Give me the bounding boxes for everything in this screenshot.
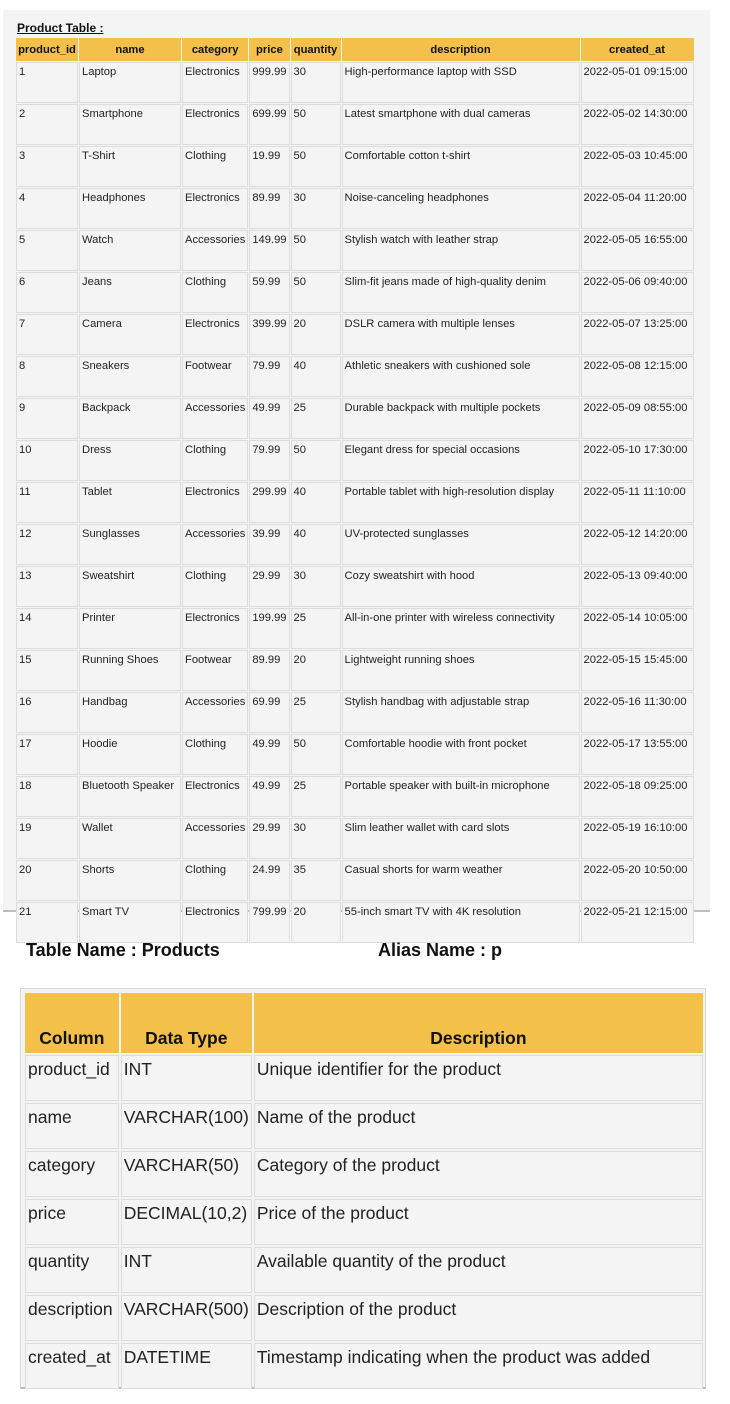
product-table-cell: Clothing	[182, 734, 248, 775]
schema-table-name: Table Name : Products	[26, 940, 220, 960]
product-table-cell: 2022-05-01 09:15:00	[581, 62, 694, 103]
product-table-cell: Noise-canceling headphones	[342, 188, 580, 229]
schema-table-cell: Available quantity of the product	[254, 1247, 703, 1293]
product-table-header-price: price	[249, 38, 289, 61]
product-table-cell: 699.99	[249, 104, 289, 145]
product-table-cell: Jeans	[79, 272, 181, 313]
product-table-cell: 25	[291, 608, 341, 649]
product-table-cell: 21	[16, 902, 78, 943]
product-table-cell: All-in-one printer with wireless connectivity	[342, 608, 580, 649]
product-table-cell: Laptop	[79, 62, 181, 103]
schema-table	[23, 991, 705, 1391]
product-table-cell: 2022-05-04 11:20:00	[581, 188, 694, 229]
product-table-row	[16, 188, 694, 229]
product-table-cell: 8	[16, 356, 78, 397]
schema-table-row	[25, 1103, 703, 1149]
product-table-cell: Accessories	[182, 818, 248, 859]
product-table-panel	[3, 10, 710, 918]
schema-table-header-description: Description	[254, 993, 703, 1053]
product-table-cell: Sneakers	[79, 356, 181, 397]
product-table-cell: Electronics	[182, 188, 248, 229]
product-table-cell: 89.99	[249, 188, 289, 229]
product-table-cell: Elegant dress for special occasions	[342, 440, 580, 481]
schema-table-cell: category	[25, 1151, 119, 1197]
product-table-cell: 2022-05-14 10:05:00	[581, 608, 694, 649]
product-table-row	[16, 608, 694, 649]
schema-table-cell: VARCHAR(500)	[121, 1295, 252, 1341]
product-table-cell: 12	[16, 524, 78, 565]
product-table-cell: 49.99	[249, 776, 289, 817]
product-table-cell: 10	[16, 440, 78, 481]
product-table-cell: 25	[291, 692, 341, 733]
product-table-cell: Smart TV	[79, 902, 181, 943]
product-table-cell: 2022-05-17 13:55:00	[581, 734, 694, 775]
product-table-cell: 2022-05-05 16:55:00	[581, 230, 694, 271]
product-table-row	[16, 314, 694, 355]
product-table-cell: 79.99	[249, 440, 289, 481]
product-table-cell: 4	[16, 188, 78, 229]
product-table-cell: 2022-05-07 13:25:00	[581, 314, 694, 355]
schema-table-row	[25, 1055, 703, 1101]
product-table-cell: 2022-05-03 10:45:00	[581, 146, 694, 187]
product-table-cell: Electronics	[182, 902, 248, 943]
product-table-cell: 2022-05-21 12:15:00	[581, 902, 694, 943]
schema-table-cell: VARCHAR(100)	[121, 1103, 252, 1149]
product-table-cell: 25	[291, 398, 341, 439]
product-table-cell: 20	[16, 860, 78, 901]
product-table-cell: 999.99	[249, 62, 289, 103]
product-table-cell: 3	[16, 146, 78, 187]
product-table-row	[16, 230, 694, 271]
schema-table-cell: Timestamp indicating when the product was added	[254, 1343, 703, 1389]
product-table-caption: Product Table :	[17, 21, 104, 35]
product-table-cell: Electronics	[182, 104, 248, 145]
product-table-row	[16, 734, 694, 775]
schema-table-cell: Price of the product	[254, 1199, 703, 1245]
product-table-cell: 15	[16, 650, 78, 691]
product-table-cell: Hoodie	[79, 734, 181, 775]
product-table-cell: Backpack	[79, 398, 181, 439]
product-table-row	[16, 776, 694, 817]
product-table-header-created-at: created_at	[581, 38, 694, 61]
schema-table-cell: product_id	[25, 1055, 119, 1101]
product-table-cell: Clothing	[182, 146, 248, 187]
product-table-cell: High-performance laptop with SSD	[342, 62, 580, 103]
product-table-row	[16, 272, 694, 313]
product-table-cell: Wallet	[79, 818, 181, 859]
product-table-cell: Headphones	[79, 188, 181, 229]
product-table-row	[16, 818, 694, 859]
schema-table-cell: Unique identifier for the product	[254, 1055, 703, 1101]
product-table-cell: Sunglasses	[79, 524, 181, 565]
product-table-cell: 299.99	[249, 482, 289, 523]
product-table-cell: 2022-05-02 14:30:00	[581, 104, 694, 145]
product-table-cell: 35	[291, 860, 341, 901]
product-table-cell: 399.99	[249, 314, 289, 355]
product-table-row	[16, 692, 694, 733]
product-table-cell: Athletic sneakers with cushioned sole	[342, 356, 580, 397]
product-table-cell: 30	[291, 818, 341, 859]
schema-table-cell: DECIMAL(10,2)	[121, 1199, 252, 1245]
product-table-cell: 69.99	[249, 692, 289, 733]
product-table	[15, 37, 695, 944]
product-table-cell: Electronics	[182, 314, 248, 355]
schema-table-cell: VARCHAR(50)	[121, 1151, 252, 1197]
product-table-cell: 40	[291, 356, 341, 397]
product-table-cell: 24.99	[249, 860, 289, 901]
product-table-cell: 16	[16, 692, 78, 733]
product-table-cell: 39.99	[249, 524, 289, 565]
schema-table-cell: Category of the product	[254, 1151, 703, 1197]
product-table-cell: Shorts	[79, 860, 181, 901]
schema-table-cell: price	[25, 1199, 119, 1245]
product-table-cell: 2022-05-15 15:45:00	[581, 650, 694, 691]
product-table-cell: 2022-05-12 14:20:00	[581, 524, 694, 565]
product-table-cell: Camera	[79, 314, 181, 355]
product-table-cell: Bluetooth Speaker	[79, 776, 181, 817]
product-table-cell: 59.99	[249, 272, 289, 313]
product-table-row	[16, 482, 694, 523]
product-table-cell: 2022-05-06 09:40:00	[581, 272, 694, 313]
product-table-cell: Comfortable hoodie with front pocket	[342, 734, 580, 775]
schema-table-row	[25, 1247, 703, 1293]
schema-table-header-data-type: Data Type	[121, 993, 252, 1053]
product-table-cell: 19	[16, 818, 78, 859]
product-table-cell: 79.99	[249, 356, 289, 397]
schema-table-cell: Name of the product	[254, 1103, 703, 1149]
product-table-cell: 799.99	[249, 902, 289, 943]
product-table-row	[16, 650, 694, 691]
product-table-cell: 9	[16, 398, 78, 439]
product-table-cell: 11	[16, 482, 78, 523]
product-table-row	[16, 566, 694, 607]
product-table-cell: 2022-05-11 11:10:00	[581, 482, 694, 523]
product-table-cell: 19.99	[249, 146, 289, 187]
product-table-cell: Electronics	[182, 608, 248, 649]
product-table-cell: Clothing	[182, 272, 248, 313]
schema-table-panel	[20, 988, 706, 1389]
product-table-cell: Slim leather wallet with card slots	[342, 818, 580, 859]
product-table-cell: Watch	[79, 230, 181, 271]
product-table-cell: 7	[16, 314, 78, 355]
product-table-header-name: name	[79, 38, 181, 61]
product-table-cell: Printer	[79, 608, 181, 649]
product-table-cell: 50	[291, 230, 341, 271]
product-table-cell: 6	[16, 272, 78, 313]
schema-table-row	[25, 1295, 703, 1341]
product-table-cell: Electronics	[182, 482, 248, 523]
product-table-cell: 2022-05-13 09:40:00	[581, 566, 694, 607]
schema-table-header-column: Column	[25, 993, 119, 1053]
product-table-cell: Stylish handbag with adjustable strap	[342, 692, 580, 733]
schema-table-row	[25, 1343, 703, 1389]
schema-table-cell: Description of the product	[254, 1295, 703, 1341]
product-table-cell: Clothing	[182, 440, 248, 481]
product-table-cell: T-Shirt	[79, 146, 181, 187]
product-table-cell: 2	[16, 104, 78, 145]
product-table-row	[16, 398, 694, 439]
product-table-cell: Footwear	[182, 356, 248, 397]
product-table-cell: Durable backpack with multiple pockets	[342, 398, 580, 439]
product-table-cell: 149.99	[249, 230, 289, 271]
product-table-cell: Tablet	[79, 482, 181, 523]
product-table-cell: 55-inch smart TV with 4K resolution	[342, 902, 580, 943]
product-table-cell: 29.99	[249, 566, 289, 607]
product-table-cell: 40	[291, 482, 341, 523]
product-table-header-product-id: product_id	[16, 38, 78, 61]
schema-alias-name: Alias Name : p	[378, 940, 503, 960]
product-table-cell: Stylish watch with leather strap	[342, 230, 580, 271]
product-table-row	[16, 524, 694, 565]
product-table-cell: Accessories	[182, 230, 248, 271]
product-table-cell: Dress	[79, 440, 181, 481]
schema-table-cell: INT	[121, 1055, 252, 1101]
product-table-header-description: description	[342, 38, 580, 61]
product-table-cell: Footwear	[182, 650, 248, 691]
product-table-cell: Accessories	[182, 692, 248, 733]
product-table-cell: 17	[16, 734, 78, 775]
product-table-cell: 49.99	[249, 734, 289, 775]
product-table-cell: Cozy sweatshirt with hood	[342, 566, 580, 607]
product-table-cell: 50	[291, 272, 341, 313]
product-table-cell: 199.99	[249, 608, 289, 649]
product-table-cell: 30	[291, 566, 341, 607]
product-table-cell: 5	[16, 230, 78, 271]
product-table-cell: Casual shorts for warm weather	[342, 860, 580, 901]
product-table-cell: 2022-05-19 16:10:00	[581, 818, 694, 859]
product-table-cell: 89.99	[249, 650, 289, 691]
product-table-row	[16, 440, 694, 481]
product-table-header-quantity: quantity	[291, 38, 341, 61]
schema-table-cell: name	[25, 1103, 119, 1149]
product-table-cell: 14	[16, 608, 78, 649]
product-table-cell: 2022-05-18 09:25:00	[581, 776, 694, 817]
product-table-cell: 2022-05-08 12:15:00	[581, 356, 694, 397]
schema-table-cell: created_at	[25, 1343, 119, 1389]
product-table-cell: Electronics	[182, 62, 248, 103]
product-table-cell: 18	[16, 776, 78, 817]
product-table-row	[16, 104, 694, 145]
product-table-row	[16, 902, 694, 943]
product-table-cell: Accessories	[182, 398, 248, 439]
product-table-cell: Handbag	[79, 692, 181, 733]
product-table-cell: 50	[291, 104, 341, 145]
product-table-cell: 30	[291, 188, 341, 229]
product-table-cell: 1	[16, 62, 78, 103]
product-table-row	[16, 62, 694, 103]
product-table-cell: 2022-05-10 17:30:00	[581, 440, 694, 481]
product-table-cell: 20	[291, 902, 341, 943]
product-table-row	[16, 356, 694, 397]
product-table-cell: 30	[291, 62, 341, 103]
product-table-cell: 40	[291, 524, 341, 565]
product-table-cell: 50	[291, 146, 341, 187]
product-table-cell: 50	[291, 734, 341, 775]
product-table-header-category: category	[182, 38, 248, 61]
product-table-cell: 2022-05-09 08:55:00	[581, 398, 694, 439]
product-table-cell: Clothing	[182, 566, 248, 607]
product-table-cell: Sweatshirt	[79, 566, 181, 607]
product-table-cell: UV-protected sunglasses	[342, 524, 580, 565]
product-table-cell: Electronics	[182, 776, 248, 817]
product-table-cell: 13	[16, 566, 78, 607]
product-table-cell: Slim-fit jeans made of high-quality denim	[342, 272, 580, 313]
product-table-cell: Portable speaker with built-in microphone	[342, 776, 580, 817]
schema-table-cell: INT	[121, 1247, 252, 1293]
product-table-cell: 49.99	[249, 398, 289, 439]
schema-table-cell: quantity	[25, 1247, 119, 1293]
product-table-cell: 2022-05-16 11:30:00	[581, 692, 694, 733]
product-table-row	[16, 146, 694, 187]
product-table-cell: 29.99	[249, 818, 289, 859]
schema-table-header-row	[25, 993, 703, 1053]
product-table-cell: Smartphone	[79, 104, 181, 145]
product-table-cell: DSLR camera with multiple lenses	[342, 314, 580, 355]
product-table-cell: 20	[291, 650, 341, 691]
product-table-row	[16, 860, 694, 901]
product-table-cell: Accessories	[182, 524, 248, 565]
schema-table-cell: DATETIME	[121, 1343, 252, 1389]
schema-table-cell: description	[25, 1295, 119, 1341]
schema-table-row	[25, 1199, 703, 1245]
product-table-cell: 50	[291, 440, 341, 481]
product-table-cell: Clothing	[182, 860, 248, 901]
product-table-cell: 2022-05-20 10:50:00	[581, 860, 694, 901]
product-table-cell: Portable tablet with high-resolution display	[342, 482, 580, 523]
product-table-header-row	[16, 38, 694, 61]
product-table-cell: Comfortable cotton t-shirt	[342, 146, 580, 187]
schema-table-row	[25, 1151, 703, 1197]
product-table-cell: 25	[291, 776, 341, 817]
product-table-cell: Lightweight running shoes	[342, 650, 580, 691]
product-table-cell: Latest smartphone with dual cameras	[342, 104, 580, 145]
product-table-cell: Running Shoes	[79, 650, 181, 691]
product-table-cell: 20	[291, 314, 341, 355]
